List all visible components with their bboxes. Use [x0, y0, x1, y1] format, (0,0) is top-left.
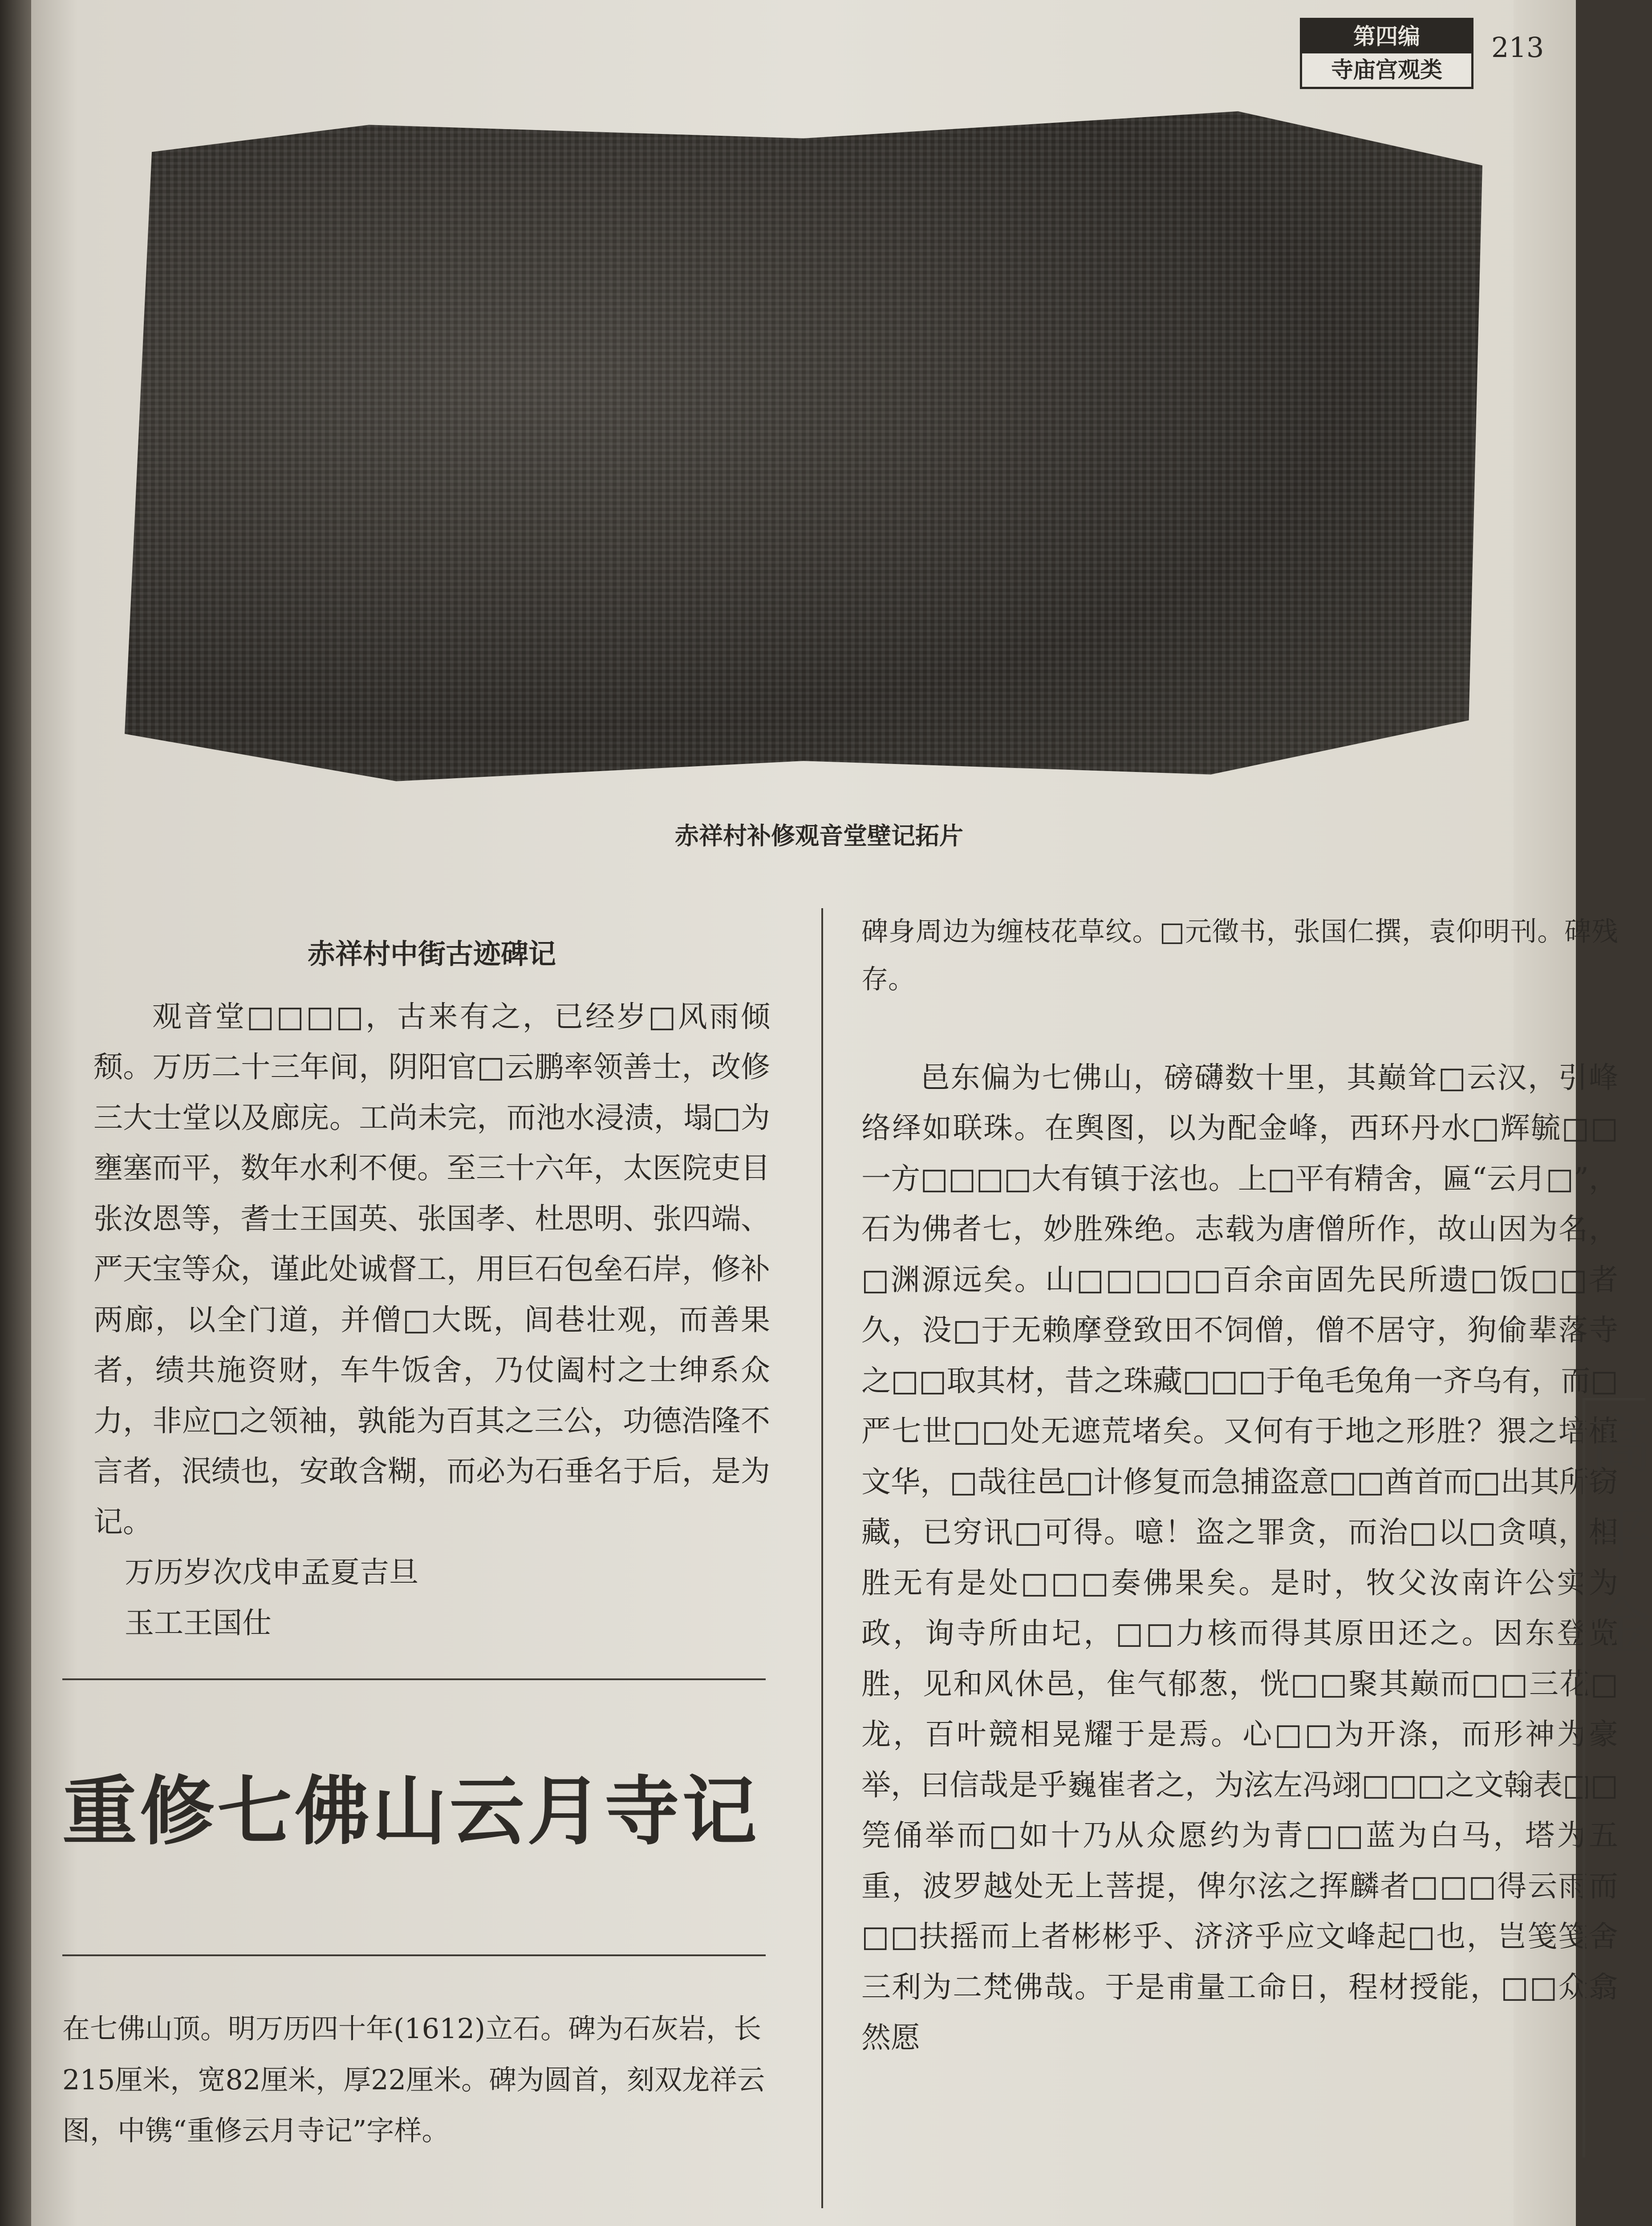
- article-intro: 在七佛山顶。明万历四十年(1612)立石。碑为石灰岩，长215厘米，宽82厘米，厚22厘米。碑为圆首，刻双龙祥云图，中镌“重修云月寺记”字样。: [62, 2012, 765, 2147]
- inscription-title: 赤祥村中街古迹碑记: [307, 938, 556, 970]
- right-column: [861, 908, 1618, 2063]
- inscription-craftsman: 玉工王国仕: [125, 1605, 272, 1640]
- page-number: 213: [1491, 31, 1544, 64]
- section-category: 寺庙宫观类: [1331, 57, 1442, 83]
- section-part: 第四编: [1302, 20, 1471, 53]
- figure-caption: 赤祥村补修观音堂壁记拓片: [675, 822, 963, 850]
- left-column: [93, 930, 770, 1648]
- inscription-body: 观音堂□□□□，古来有之，已经岁□风雨倾颓。万历二十三年间，阴阳官□云鹏率领善士，改修三大士堂以及廊庑。工尚未完，而池水浸渍，塌□为壅塞而平，数年水利不便。至三十六年，太医院吏目张汝恩等，耆士王国英、张国孝、杜思明、张四端、严天宝等众，谨此处诚督工，用巨石包垒石岸，修补两廊，以全门道，并僧□大既，闾巷壮观，而善果者，绩共施资财，车牛饭舍，乃仗阖村之士绅系众力，非应□之领袖，孰能为百其之三公，功德浩隆不言者，泯绩也，安敢含糊，而必为石垂名于后，是为记。: [93, 999, 770, 1539]
- article-title: 重修七佛山云月寺记: [62, 1768, 759, 1855]
- book-gutter: [0, 0, 31, 2226]
- article-body: 邑东偏为七佛山，磅礴数十里，其巅耸□云汉，引峰络绎如联珠。在舆图，以为配金峰，西环丹水□辉毓□□一方□□□□大有镇于泫也。上□平有精舍，匾“云月□”，石为佛者七，妙胜殊绝。志载为唐僧所作，故山因为名，□渊源远矣。山□□□□□百余亩固先民所遗□饭□□者久，没□于无赖摩登致田不饲僧，僧不居守，狗偷辈落寺之□□取其材，昔之珠藏□□□于龟毛兔角一齐乌有，而□严七世□□处无遮荒堵矣。又何有于地之形胜？猥之培植文华，□哉往邑□计修复而急捕盗意□□酋首而□出其所窃藏，已穷讯□可得。噫！盗之罪贪，而治□以□贪嗔，相胜无有是处□□□奏佛果矣。是时，牧父汝南许公实为政，询寺所由圮，□□力核而得其原田还之。因东登览胜，见和风休邑，隹气郁葱，恍□□聚其巅而□□三花□龙，百叶競相晃耀于是焉。心□□为开涤，而形神为豪举，曰信哉是乎巍崔者之，为泫左冯翊□□□之文翰表□□筦俑举而□如十乃从众愿约为青□□蓝为白马，塔为五重，波罗越处无上菩提，俾尔泫之挥麟者□□□得云雨而□□扶摇而上者彬彬乎、济济乎应文峰起□也，岂笺笺舍三利为二梵佛哉。于是甫量工命日，程材授能，□□众翕然愿: [861, 1060, 1618, 2055]
- stele-rubbing-image: [125, 111, 1482, 788]
- adjacent-page-fragment: 高平金: [1583, 1398, 1645, 2157]
- inscription-date: 万历岁次戊申孟夏吉旦: [125, 1555, 418, 1590]
- stele-description: 碑身周边为缠枝花草纹。□元徵书，张国仁撰，袁仰明刊。碑残存。: [861, 916, 1618, 995]
- title-rule-bottom: [62, 1954, 766, 1956]
- section-header-box: [1300, 18, 1473, 89]
- paragraph-gap: [861, 1003, 1618, 1052]
- title-rule-top: [62, 1678, 766, 1680]
- column-divider: [821, 908, 823, 2208]
